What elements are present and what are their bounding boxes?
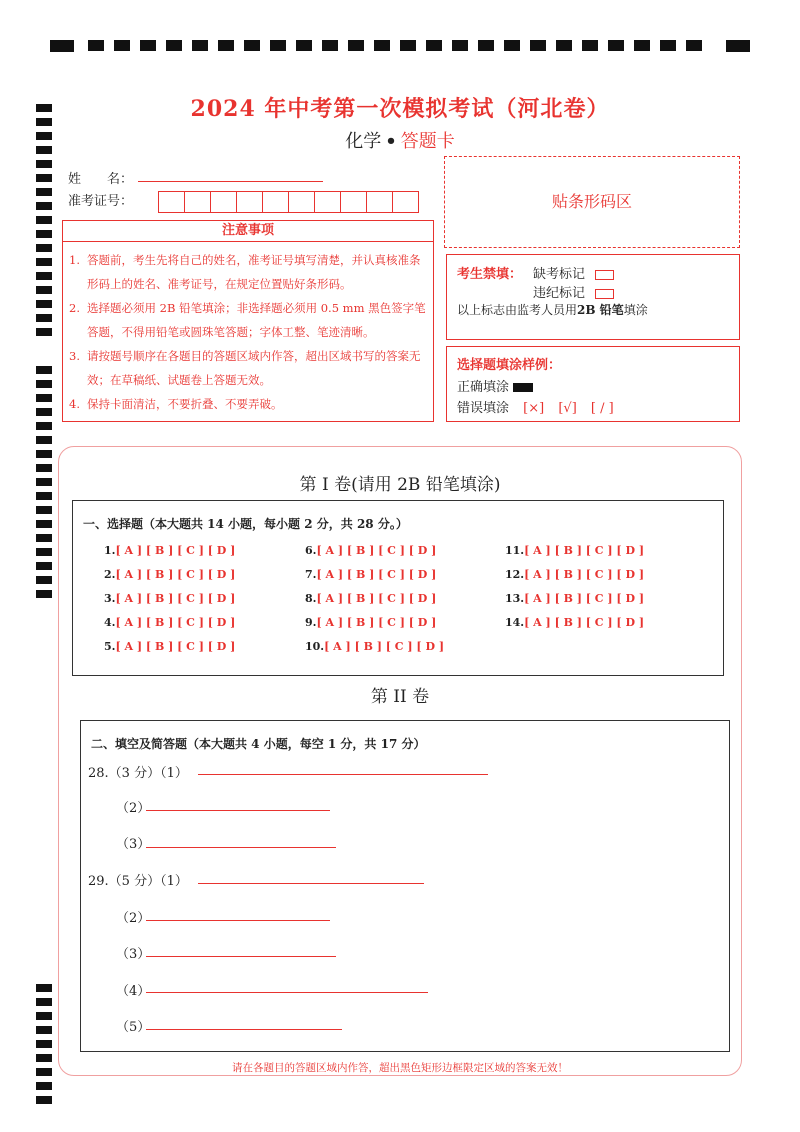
id-digit-box[interactable]: [184, 191, 211, 213]
examiner-note-bold: 2B 铅笔: [577, 303, 624, 317]
answer-options[interactable]: [ A ] [ B ] [ C ] [ D ]: [115, 592, 236, 605]
id-digit-box[interactable]: [392, 191, 419, 213]
violation-mark: [533, 282, 614, 301]
q28-label: 28.（3 分）（1）: [88, 766, 188, 781]
q29-answer-3[interactable]: [146, 956, 336, 957]
correct-fill: [457, 376, 533, 395]
answer-options[interactable]: [ A ] [ B ] [ C ] [ D ]: [524, 592, 645, 605]
answer-options[interactable]: [ A ] [ B ] [ C ] [ D ]: [524, 616, 645, 629]
question-9[interactable]: [305, 616, 436, 629]
question-3[interactable]: [104, 592, 235, 605]
answer-options[interactable]: [ A ] [ B ] [ C ] [ D ]: [115, 544, 236, 557]
notes-heading: 注意事项: [62, 220, 434, 242]
q29-sub2-label: （2）: [116, 911, 151, 926]
question-12[interactable]: [505, 568, 644, 581]
q29-answer-2[interactable]: [146, 920, 330, 921]
barcode-area: [444, 156, 740, 248]
part2-title: 第 II 卷: [370, 687, 430, 707]
question-number: 2.: [104, 568, 116, 581]
question-2[interactable]: [104, 568, 235, 581]
id-digit-box[interactable]: [366, 191, 393, 213]
question-number: 11.: [505, 544, 525, 557]
note-text: 答题前，考生先将自己的姓名，准考证号填写清楚，并认真核准条形码上的姓名、准考证号，在规定位置贴好条形码。: [87, 253, 421, 291]
question-number: 1.: [104, 544, 116, 557]
note-number: 1.: [69, 253, 80, 267]
subject: 化学: [345, 131, 382, 152]
filled-bubble-sample: [513, 383, 533, 392]
absent-mark: [533, 263, 614, 282]
exam-subtitle: [0, 127, 800, 153]
question-10[interactable]: [305, 640, 444, 653]
fill-sample-heading: 选择题填涂样例：: [457, 358, 562, 373]
question-number: 9.: [305, 616, 317, 629]
answer-options[interactable]: [ A ] [ B ] [ C ] [ D ]: [115, 568, 236, 581]
q29-answer-4[interactable]: [146, 992, 428, 993]
note-item: [69, 248, 427, 296]
id-label: 准考证号：: [68, 194, 134, 209]
examiner-note-prefix: 以上标志由监考人员用: [457, 303, 578, 317]
violation-label: 违纪标记: [533, 286, 586, 301]
q29-answer-5[interactable]: [146, 1029, 342, 1030]
absent-checkbox[interactable]: [595, 270, 614, 280]
note-number: 3.: [69, 349, 80, 363]
name-field[interactable]: [138, 181, 323, 182]
absent-label: 缺考标记: [533, 267, 586, 282]
wrong-mark-cross: [×]: [523, 401, 545, 416]
question-number: 3.: [104, 592, 116, 605]
exam-title: 2024 年中考第一次模拟考试（河北卷）: [190, 96, 610, 122]
question-number: 5.: [104, 640, 116, 653]
correct-fill-label: 正确填涂: [457, 380, 510, 395]
question-11[interactable]: [505, 544, 644, 557]
question-number: 13.: [505, 592, 525, 605]
question-8[interactable]: [305, 592, 436, 605]
section2-heading: 二、填空及简答题（本大题共 4 小题，每空 1 分，共 17 分）: [91, 737, 426, 751]
note-text: 保持卡面清洁，不要折叠、不要弄破。: [87, 397, 283, 411]
q28-answer-3[interactable]: [146, 847, 336, 848]
question-number: 7.: [305, 568, 317, 581]
question-number: 6.: [305, 544, 317, 557]
q29-sub5-label: （5）: [116, 1020, 151, 1035]
id-digit-box[interactable]: [210, 191, 237, 213]
question-number: 4.: [104, 616, 116, 629]
examiner-note-suffix: 填涂: [623, 303, 648, 317]
barcode-label: 贴条形码区: [551, 192, 632, 211]
examiner-only-box: [446, 254, 740, 340]
answer-options[interactable]: [ A ] [ B ] [ C ] [ D ]: [316, 544, 437, 557]
id-digit-box[interactable]: [158, 191, 185, 213]
id-digit-box[interactable]: [314, 191, 341, 213]
answer-options[interactable]: [ A ] [ B ] [ C ] [ D ]: [524, 544, 645, 557]
note-item: [69, 344, 427, 392]
dot-separator: •: [385, 131, 397, 152]
q28-answer-2[interactable]: [146, 810, 330, 811]
question-1[interactable]: [104, 544, 235, 557]
question-4[interactable]: [104, 616, 235, 629]
question-13[interactable]: [505, 592, 644, 605]
question-7[interactable]: [305, 568, 436, 581]
question-5[interactable]: [104, 640, 235, 653]
name-label: 姓 名：: [68, 172, 134, 187]
q28-answer-1[interactable]: [198, 774, 488, 775]
id-digit-box[interactable]: [262, 191, 289, 213]
q28-sub3-label: （3）: [116, 837, 151, 852]
q29-label: 29.（5 分）（1）: [88, 874, 188, 889]
notes-box: [62, 242, 434, 422]
section1-heading: 一、选择题（本大题共 14 小题，每小题 2 分，共 28 分。）: [83, 517, 408, 531]
note-text: 选择题必须用 2B 铅笔填涂；非选择题必须用 0.5 mm 黑色签字笔答题，不得用铅笔或圆珠笔答题；字体工整、笔迹清晰。: [87, 301, 426, 339]
question-number: 12.: [505, 568, 525, 581]
note-text: 请按题号顺序在各题目的答题区域内作答，超出区域书写的答案无效；在草稿纸、试题卷上答题无效。: [87, 349, 421, 387]
wrong-fill: [457, 397, 614, 416]
wrong-fill-label: 错误填涂: [457, 401, 510, 416]
card-label: 答题卡: [400, 131, 455, 152]
note-number: 4.: [69, 397, 80, 411]
id-digit-box[interactable]: [288, 191, 315, 213]
wrong-mark-check: [√]: [558, 401, 577, 416]
q29-answer-1[interactable]: [198, 883, 424, 884]
examiner-only-label: 考生禁填：: [457, 267, 523, 282]
answer-options[interactable]: [ A ] [ B ] [ C ] [ D ]: [316, 616, 437, 629]
q28-sub2-label: （2）: [116, 801, 151, 816]
violation-checkbox[interactable]: [595, 289, 614, 299]
id-digit-box[interactable]: [340, 191, 367, 213]
answer-options[interactable]: [ A ] [ B ] [ C ] [ D ]: [524, 568, 645, 581]
note-item: [69, 392, 427, 416]
answer-options[interactable]: [ A ] [ B ] [ C ] [ D ]: [316, 568, 437, 581]
q29-sub3-label: （3）: [116, 947, 151, 962]
note-number: 2.: [69, 301, 80, 315]
wrong-mark-slash: [ / ]: [590, 401, 614, 416]
question-number: 10.: [305, 640, 325, 653]
answer-options[interactable]: [ A ] [ B ] [ C ] [ D ]: [324, 640, 445, 653]
answer-options[interactable]: [ A ] [ B ] [ C ] [ D ]: [115, 640, 236, 653]
examiner-note: [457, 301, 648, 318]
note-item: [69, 296, 427, 344]
answer-options[interactable]: [ A ] [ B ] [ C ] [ D ]: [115, 616, 236, 629]
part1-title: 第 I 卷(请用 2B 铅笔填涂): [299, 475, 501, 495]
answer-options[interactable]: [ A ] [ B ] [ C ] [ D ]: [316, 592, 437, 605]
question-number: 14.: [505, 616, 525, 629]
question-number: 8.: [305, 592, 317, 605]
question-6[interactable]: [305, 544, 436, 557]
q29-sub4-label: （4）: [116, 984, 151, 999]
question-14[interactable]: [505, 616, 644, 629]
footer-warning: 请在各题目的答题区域内作答，超出黑色矩形边框限定区域的答案无效！: [232, 1062, 568, 1074]
fill-sample-box: [446, 346, 740, 422]
id-digit-box[interactable]: [236, 191, 263, 213]
